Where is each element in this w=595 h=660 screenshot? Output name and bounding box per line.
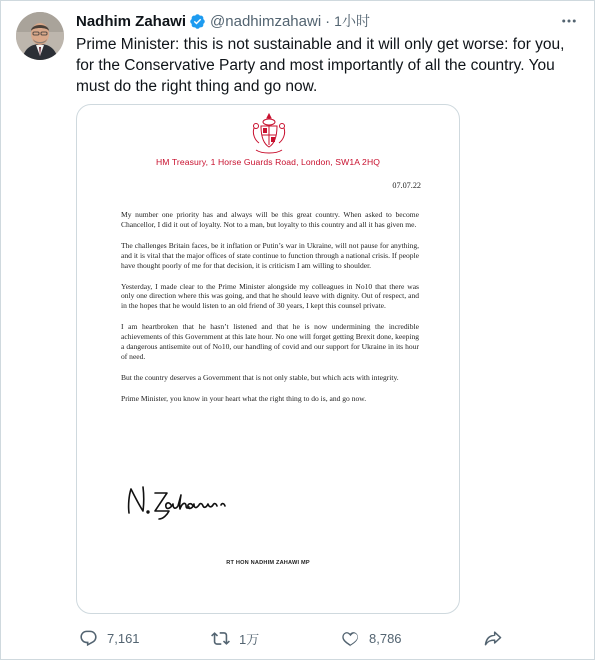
- heart-icon: [333, 623, 367, 653]
- letter-document: [77, 105, 459, 613]
- author-name[interactable]: Nadhim Zahawi: [76, 12, 187, 30]
- letter-signer: RT HON NADHIM ZAHAWI MP: [226, 560, 310, 566]
- tweet-timestamp[interactable]: 1小时: [334, 13, 370, 29]
- reply-bubble-icon: [71, 623, 105, 653]
- reply-count: 7,161: [107, 630, 140, 646]
- retweet-arrows-icon: [203, 623, 237, 653]
- letter-paragraph: The challenges Britain faces, be it inflation or Putin’s war in Ukraine, will not pause for anything, and it is vital that the major offices of state continue to function through a national crisis. If people have thought poorly of me for that decision, it is criticism I am willing to shoulder.: [121, 240, 419, 270]
- letter-paragraph: My number one priority has and always will be this great country. When asked to become Chancellor, I did it out of loyalty. Not to a man, but loyalty to this country and all it has given me.: [121, 210, 419, 229]
- reply-button[interactable]: [71, 623, 140, 653]
- separator-dot: ·: [325, 12, 331, 30]
- letter-body: [121, 210, 419, 415]
- more-dots-icon[interactable]: [558, 10, 580, 32]
- share-arrow-icon: [476, 623, 510, 653]
- letter-date: 07.07.22: [392, 181, 421, 190]
- author-handle[interactable]: @nadhimzahawi: [210, 12, 322, 30]
- letter-paragraph: I am heartbroken that he hasn’t listened and that he is now undermining the incredible achievements of this Government at this late hour. No one will forget getting Brexit done, keeping a dangerous antisemite out of No10, our handling of covid and our support for Ukraine in its hour of need.: [121, 322, 419, 361]
- tweet-text: Prime Minister: this is not sustainable and it will only get worse: for you, for the Conservative Party and most importantly of all the country. You must do the right thing and go now.: [76, 36, 565, 95]
- letter-address: HM Treasury, 1 Horse Guards Road, London, SW1A 2HQ: [155, 157, 381, 167]
- retweet-count: 1万: [239, 631, 260, 647]
- royal-crest-icon: [250, 110, 288, 158]
- letter-paragraph: Yesterday, I made clear to the Prime Minister alongside my colleagues in No10 that there was only one direction where this was going, and that he should leave with dignity. Out of respect, and in the hopes that he would listen to an old friend of 30 years, I kept this counsel private.: [121, 281, 419, 311]
- tweet-header: [76, 11, 370, 31]
- letter-paragraph: Prime Minister, you know in your heart what the right thing to do is, and go now.: [121, 393, 367, 403]
- avatar[interactable]: [16, 12, 64, 60]
- letter-paragraph: But the country deserves a Government that is not only stable, but which acts with integrity.: [121, 372, 399, 382]
- tweet-actions: [61, 623, 511, 653]
- verified-badge-icon: [189, 13, 206, 30]
- tweet-image[interactable]: [76, 104, 460, 614]
- handwritten-signature: [123, 481, 241, 521]
- like-button[interactable]: [333, 623, 402, 653]
- retweet-button[interactable]: [203, 623, 259, 653]
- like-count: 8,786: [369, 630, 402, 646]
- share-button[interactable]: [476, 623, 510, 653]
